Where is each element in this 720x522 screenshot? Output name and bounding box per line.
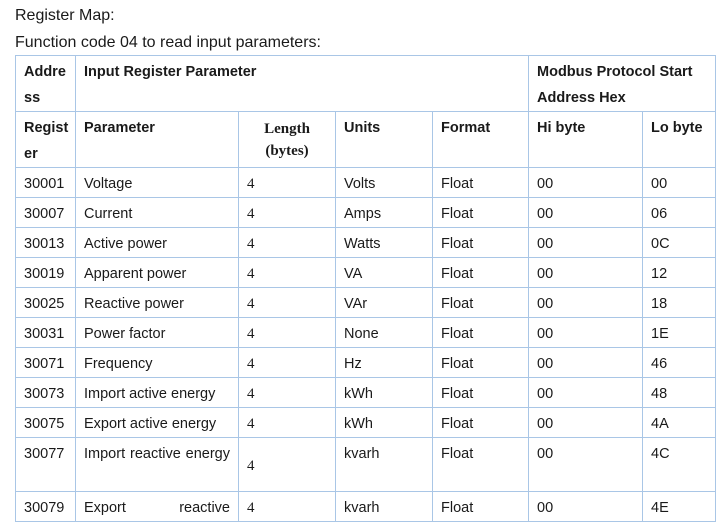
cell-length: 4	[239, 258, 336, 288]
parameter-header: Parameter	[76, 112, 239, 168]
cell-units: Watts	[336, 228, 433, 258]
cell-units: Hz	[336, 348, 433, 378]
cell-lo-byte: 4E	[643, 492, 716, 522]
cell-length: 4	[239, 438, 336, 492]
cell-units: VAr	[336, 288, 433, 318]
cell-format: Float	[433, 318, 529, 348]
cell-parameter: Frequency	[76, 348, 239, 378]
table-row	[16, 228, 716, 258]
cell-format: Float	[433, 198, 529, 228]
cell-parameter: Power factor	[76, 318, 239, 348]
lo-byte-header: Lo byte	[643, 112, 716, 168]
cell-length: 4	[239, 228, 336, 258]
cell-parameter: Apparent power	[76, 258, 239, 288]
cell-units: kWh	[336, 378, 433, 408]
format-header: Format	[433, 112, 529, 168]
cell-hi-byte: 00	[529, 288, 643, 318]
cell-address: 30025	[16, 288, 76, 318]
address-header-bottom: Register	[16, 112, 76, 168]
cell-units: Amps	[336, 198, 433, 228]
cell-parameter: Reactive power	[76, 288, 239, 318]
cell-format: Float	[433, 348, 529, 378]
cell-format: Float	[433, 168, 529, 198]
page-subtitle: Function code 04 to read input parameters:	[15, 34, 321, 51]
cell-format: Float	[433, 288, 529, 318]
cell-length: 4	[239, 348, 336, 378]
cell-format: Float	[433, 438, 529, 492]
register-map-table	[15, 55, 716, 522]
cell-units: None	[336, 318, 433, 348]
cell-hi-byte: 00	[529, 438, 643, 492]
cell-lo-byte: 0C	[643, 228, 716, 258]
table-row	[16, 492, 716, 522]
table-row	[16, 438, 716, 492]
cell-lo-byte: 1E	[643, 318, 716, 348]
cell-address: 30007	[16, 198, 76, 228]
cell-lo-byte: 12	[643, 258, 716, 288]
cell-parameter: Current	[76, 198, 239, 228]
cell-length: 4	[239, 288, 336, 318]
cell-format: Float	[433, 408, 529, 438]
cell-address: 30075	[16, 408, 76, 438]
cell-length: 4	[239, 408, 336, 438]
cell-length: 4	[239, 492, 336, 522]
cell-length: 4	[239, 378, 336, 408]
cell-format: Float	[433, 492, 529, 522]
hi-byte-header: Hi byte	[529, 112, 643, 168]
cell-parameter: Export reactive	[76, 492, 239, 522]
cell-hi-byte: 00	[529, 168, 643, 198]
cell-format: Float	[433, 228, 529, 258]
cell-units: VA	[336, 258, 433, 288]
table-row	[16, 198, 716, 228]
cell-lo-byte: 4A	[643, 408, 716, 438]
cell-hi-byte: 00	[529, 228, 643, 258]
cell-parameter: Voltage	[76, 168, 239, 198]
cell-parameter: Import reactive energy	[76, 438, 239, 492]
cell-hi-byte: 00	[529, 348, 643, 378]
cell-hi-byte: 00	[529, 318, 643, 348]
cell-format: Float	[433, 378, 529, 408]
cell-lo-byte: 00	[643, 168, 716, 198]
cell-units: Volts	[336, 168, 433, 198]
cell-lo-byte: 4C	[643, 438, 716, 492]
cell-address: 30077	[16, 438, 76, 492]
input-register-group-header: Input Register Parameter	[76, 56, 529, 112]
cell-length: 4	[239, 318, 336, 348]
cell-address: 30019	[16, 258, 76, 288]
cell-address: 30079	[16, 492, 76, 522]
table-row	[16, 258, 716, 288]
cell-lo-byte: 18	[643, 288, 716, 318]
cell-hi-byte: 00	[529, 258, 643, 288]
cell-address: 30073	[16, 378, 76, 408]
table-row	[16, 408, 716, 438]
cell-hi-byte: 00	[529, 408, 643, 438]
cell-lo-byte: 06	[643, 198, 716, 228]
cell-units: kvarh	[336, 492, 433, 522]
cell-format: Float	[433, 258, 529, 288]
address-header-top: Address	[16, 56, 76, 112]
cell-lo-byte: 46	[643, 348, 716, 378]
cell-parameter: Import active energy	[76, 378, 239, 408]
cell-hi-byte: 00	[529, 378, 643, 408]
table-row	[16, 378, 716, 408]
cell-address: 30013	[16, 228, 76, 258]
cell-address: 30001	[16, 168, 76, 198]
page-title: Register Map:	[15, 7, 115, 24]
table-row	[16, 318, 716, 348]
cell-lo-byte: 48	[643, 378, 716, 408]
length-header: Length (bytes)	[239, 112, 336, 168]
cell-length: 4	[239, 198, 336, 228]
cell-units: kvarh	[336, 438, 433, 492]
table-row	[16, 288, 716, 318]
table-row	[16, 348, 716, 378]
cell-units: kWh	[336, 408, 433, 438]
cell-hi-byte: 00	[529, 198, 643, 228]
cell-address: 30031	[16, 318, 76, 348]
table-row	[16, 168, 716, 198]
cell-parameter: Active power	[76, 228, 239, 258]
units-header: Units	[336, 112, 433, 168]
modbus-group-header: Modbus Protocol Start Address Hex	[529, 56, 716, 112]
cell-address: 30071	[16, 348, 76, 378]
cell-length: 4	[239, 168, 336, 198]
cell-hi-byte: 00	[529, 492, 643, 522]
cell-parameter: Export active energy	[76, 408, 239, 438]
